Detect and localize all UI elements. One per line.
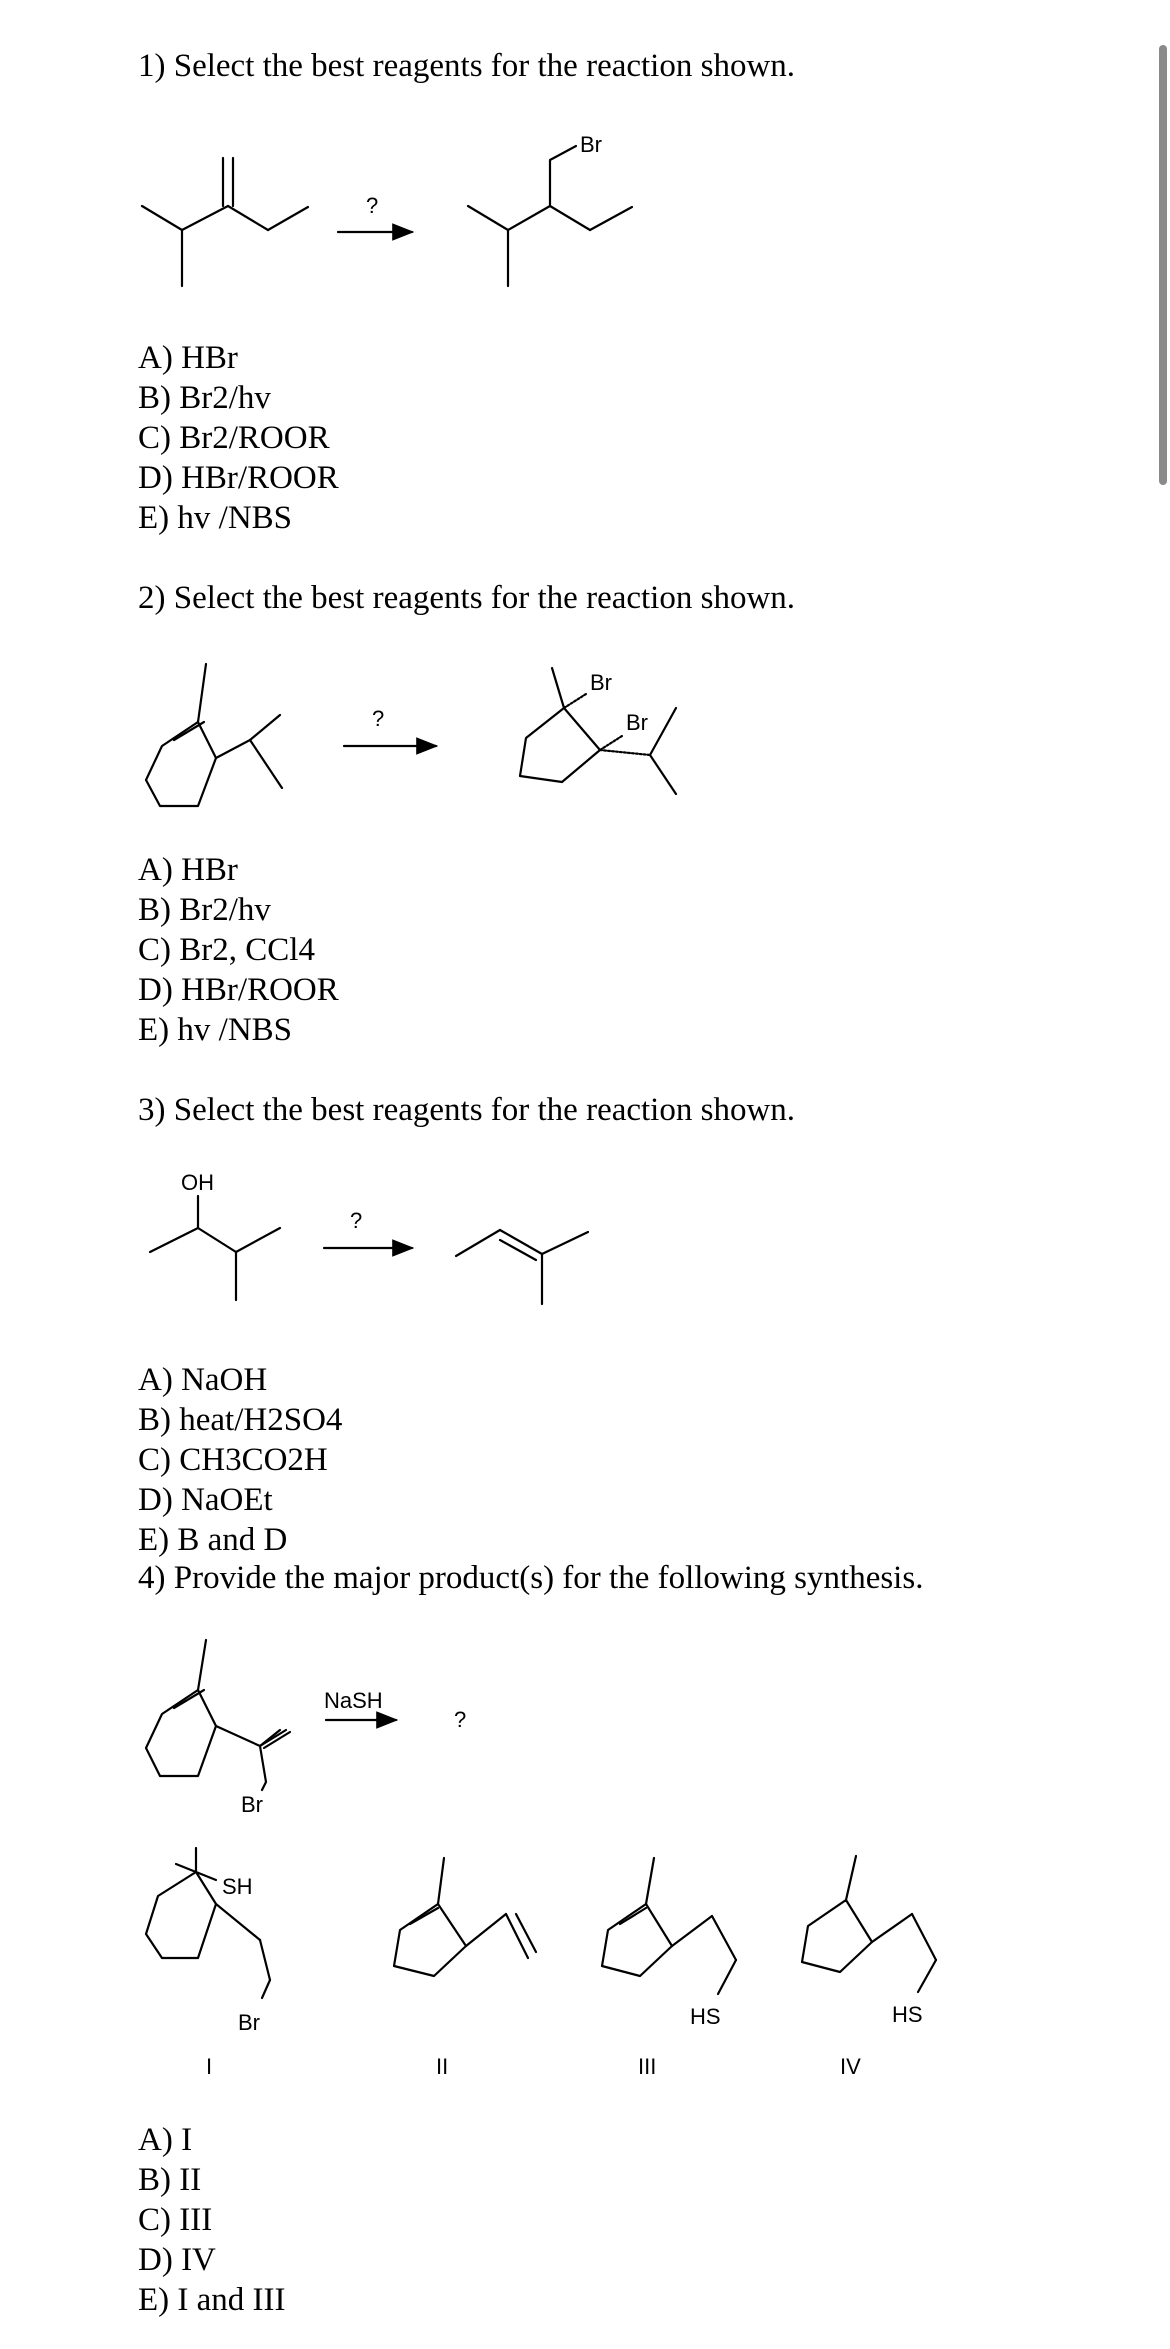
q4-product-II [394,1858,536,2079]
q1-arrow [338,193,412,232]
q4-prod1-numeral: I [206,2054,213,2079]
option-a[interactable]: A) HBr [138,852,238,888]
option-c[interactable]: C) CH3CO2H [138,1442,328,1478]
q4-start-material [146,1640,290,1817]
scrollbar-thumb[interactable] [1159,45,1167,485]
scrollbar[interactable] [1156,0,1170,2349]
option-e[interactable]: E) I and III [138,2282,286,2318]
option-d[interactable]: D) IV [138,2242,216,2278]
option-a[interactable]: A) I [138,2122,193,2158]
q1-arrow-label: ? [366,193,379,218]
option-b[interactable]: B) heat/H2SO4 [138,1402,343,1438]
q2-br-label-1: Br [590,670,612,695]
option-d[interactable]: D) HBr/ROOR [138,460,339,496]
q4-prod2-numeral: II [436,2054,449,2079]
question-3-prompt: 3) Select the best reagents for the reaction shown. [138,1092,796,1128]
q3-oh-label: OH [181,1170,214,1195]
q4-prod3-hs-label: HS [690,2004,721,2029]
option-a[interactable]: A) NaOH [138,1362,268,1398]
option-e[interactable]: E) hv /NBS [138,500,293,536]
q1-product [468,132,632,286]
q4-prod4-numeral: IV [840,2054,861,2079]
option-d[interactable]: D) HBr/ROOR [138,972,339,1008]
option-b[interactable]: B) II [138,2162,202,2198]
question-1-prompt: 1) Select the best reagents for the reaction shown. [138,48,796,84]
q2-arrow-label: ? [372,706,385,731]
q3-arrow [324,1208,412,1248]
q4-product-IV [802,1856,936,2079]
q4-prod3-numeral: III [638,2054,657,2079]
option-b[interactable]: B) Br2/hv [138,380,271,416]
option-c[interactable]: C) Br2, CCl4 [138,932,315,968]
question-2-prompt: 2) Select the best reagents for the reaction shown. [138,580,796,616]
option-d[interactable]: D) NaOEt [138,1482,273,1518]
question-4-prompt: 4) Provide the major product(s) for the following synthesis. [138,1560,924,1596]
q4-start-br-label: Br [241,1792,263,1817]
q3-product [456,1230,588,1304]
q4-arrow [324,1688,466,1732]
option-c[interactable]: C) III [138,2202,213,2238]
q4-product-III [602,1858,736,2079]
q4-arrow-label: ? [454,1707,467,1732]
option-a[interactable]: A) HBr [138,340,238,376]
option-e[interactable]: E) B and D [138,1522,288,1558]
q2-arrow [344,706,436,746]
q4-reagent-label: NaSH [324,1688,383,1713]
q4-product-I [146,1848,270,2079]
q3-arrow-label: ? [350,1208,363,1233]
q1-br-label: Br [580,132,602,157]
q2-br-label-2: Br [626,710,648,735]
q3-reactant [150,1170,280,1300]
q4-prod1-br-label: Br [238,2010,260,2035]
q4-prod1-sh-label: SH [222,1874,253,1899]
q1-reactant [142,158,308,286]
option-b[interactable]: B) Br2/hv [138,892,271,928]
q4-prod4-hs-label: HS [892,2002,923,2027]
q2-reactant [146,664,282,806]
option-c[interactable]: C) Br2/ROOR [138,420,330,456]
q2-product [520,668,676,794]
option-e[interactable]: E) hv /NBS [138,1012,293,1048]
